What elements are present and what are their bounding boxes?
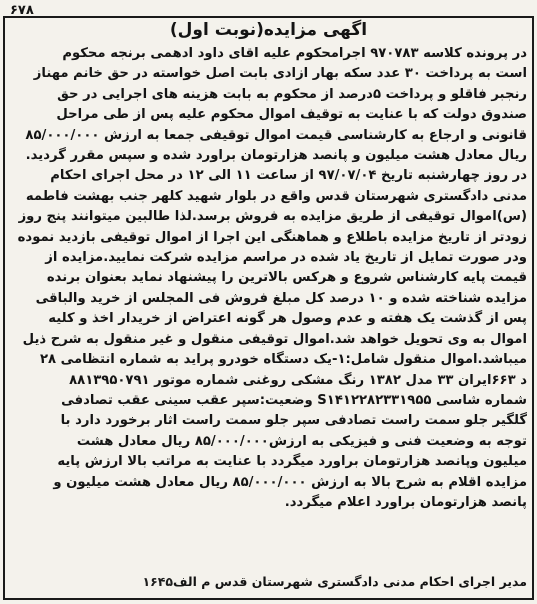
footer-code: ۱۶۴۵ bbox=[142, 574, 174, 589]
ad-body-line: ریال معادل هشت میلیون و پانصد هزارتومان براورد شده و سپس مقرر گردید. bbox=[25, 148, 527, 164]
ad-body-line: پانصد هزارتومان براورد اعلام میگردد. bbox=[284, 494, 527, 510]
ad-body-line: د ۶۶۳ایران ۳۳ مدل ۱۳۸۲ رنگ مشکی روغنی شماره موتور ۸۸۱۳۹۵۰۷۹۱ bbox=[69, 372, 527, 388]
ad-body-line: توجه به وضعیت فنی و فیزیکی به ارزش۸۵/۰۰۰/۰۰۰ ریال معادل هشت bbox=[76, 433, 527, 449]
ad-body-line: ودر صورت تمایل از تاریخ یاد شده در مراسم مزایده شرکت نمایید.مزایده از bbox=[45, 250, 527, 266]
footer-signature: مدیر اجرای احکام مدنی دادگستری شهرستان قدس م الف bbox=[173, 574, 527, 589]
ad-body-line: مزایده شناخته شده و ۱۰ درصد کل مبلغ فروش فی المجلس از خرید والباقی bbox=[35, 290, 527, 306]
ad-body-line: در پرونده کلاسه ۹۷۰۷۸۳ اجرامحکوم علیه اقای داود ادهمی برنجه محکوم bbox=[62, 46, 527, 61]
ad-body-line: است به پرداخت ۳۰ عدد سکه بهار ازادی بابت اصل خواسته در حق خانم مهناز bbox=[33, 66, 527, 82]
ad-body-line: گلگیر جلو سمت راست تصادفی سپر جلو سمت راست اثار برخورد دارد با bbox=[60, 413, 527, 429]
ad-footer bbox=[10, 574, 527, 589]
page-number: ۶۷۸ bbox=[10, 3, 34, 18]
ad-body-line: پس از گذشت یک هفته و عدم وصول هر گونه اعتراض از خریدار اخذ و کلیه bbox=[48, 311, 527, 327]
ad-body-line: اموال به وی تحویل خواهد شد.اموال توقیفی منقول و غیر منقول به شرح ذیل bbox=[22, 331, 527, 347]
ad-body-line: (س)اموال توقیفی از طریق مزایده به فروش برسد.لذا طالبین میتوانند پنج روز bbox=[18, 209, 527, 225]
ad-body-line: زودتر از تاریخ مزایده باطلاع و هماهنگی این اجرا از اموال توقیفی بازدید نموده bbox=[17, 229, 527, 245]
ad-title: اگهی مزایده(نوبت اول) bbox=[169, 20, 368, 40]
ad-body-line: قانونی و ارجاع به کارشناسی قیمت اموال توقیفی جمعا به ارزش ۸۵/۰۰۰/۰۰۰ bbox=[25, 127, 527, 143]
ad-body-line: مزایده اقلام به شرح بالا به ارزش ۸۵/۰۰۰/۰۰۰ ریال معادل هشت میلیون و bbox=[53, 474, 527, 490]
ad-body-line: میباشد.اموال منقول شامل:۱-یک دستگاه خودرو پراید به شماره انتظامی ۲۸ bbox=[39, 352, 527, 368]
ad-body-line: قیمت پایه کارشناس شروع و هرکس بالاترین را پیشنهاد نماید بعنوان برنده bbox=[46, 270, 527, 286]
ad-body-line: صندوق دولت که با عنایت به توقیف اموال محکوم علیه پس از طی مراحل bbox=[56, 107, 527, 123]
ad-body bbox=[10, 44, 527, 552]
ad-body-line: شماره شاسی S۱۴۱۲۲۸۲۳۳۱۹۵۵ وضعیت:سپر عقب سینی عقب تصادفی bbox=[61, 392, 527, 408]
ad-body-line: میلیون وپانصد هزارتومان براورد میگردد با عنایت به مراتب بالا ارزش پایه bbox=[57, 454, 527, 470]
ad-body-line: رنجبر فاقلو و پرداخت ۵درصد از محکوم به بابت هزینه های اجرایی در حق bbox=[57, 86, 527, 102]
ad-body-line: مدنی دادگستری شهرستان قدس واقع در بلوار شهید کلهر جنب بهشت فاطمه bbox=[25, 188, 527, 204]
ad-body-line: در روز چهارشنبه تاریخ ۹۷/۰۷/۰۴ از ساعت ۱۱ الی ۱۲ در محل اجرای احکام bbox=[50, 168, 527, 184]
